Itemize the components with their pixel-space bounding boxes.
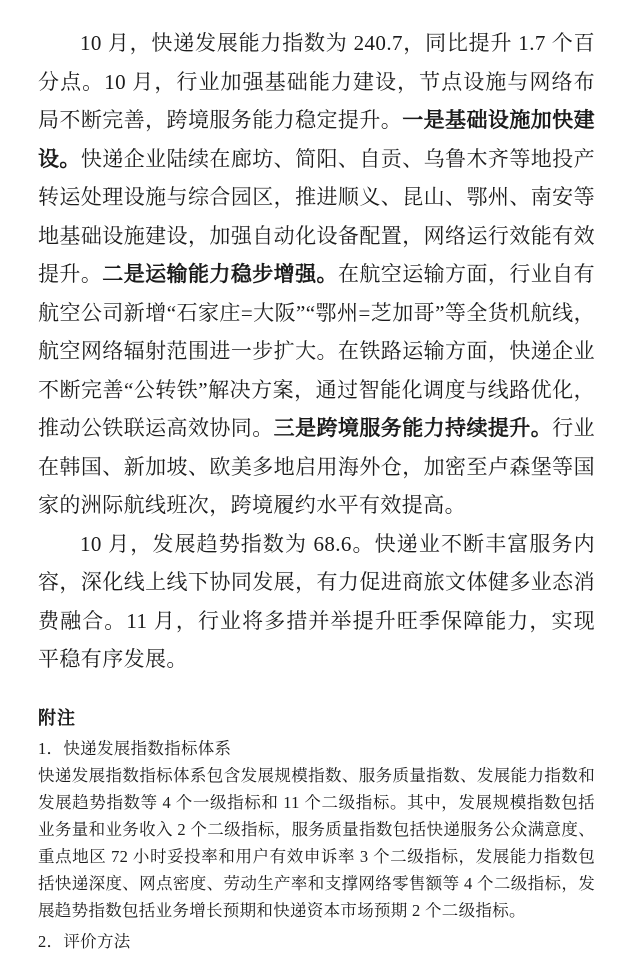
text-run: 行业在韩国、新加坡、欧美多地启用海外仓，加密至卢森堡等国家的洲际航线班次，跨境履约水平有效提高。 — [38, 416, 595, 517]
paragraph-trend-index: 10 月，发展趋势指数为 68.6。快递业不断丰富服务内容，深化线上线下协同发展，有力促进商旅文体健多业态消费融合。11 月，行业将多措并举提升旺季保障能力，实现平稳有序发展。 — [38, 531, 595, 671]
inline-heading-transport: 二是运输能力稳步增强。 — [102, 262, 338, 286]
text-run: 10 月，快递发展能力指数为 240.7，同比提升 1.7 个百分点。10 月，行业加强基础能力建设，节点设施与网络布局不断完善，跨境服务能力稳定提升。 — [38, 31, 595, 132]
text-run: 快递企业陆续在廊坊、简阳、自贡、乌鲁木齐等地投产转运处理设施与综合园区，推进顺义、昆山、鄂州、南安等地基础设施建设，加强自动化设备配置，网络运行效能有效提升。 — [38, 146, 595, 286]
inline-heading-crossborder: 三是跨境服务能力持续提升。 — [273, 416, 553, 440]
notes-section — [0, 705, 631, 955]
note-1-title: 1．快递发展指数指标体系 — [38, 738, 232, 758]
note-2-title: 2．评价方法 — [38, 931, 131, 951]
notes-heading: 附注 — [38, 707, 76, 728]
paragraph-capacity-index — [38, 24, 595, 525]
note-1-body: 快递发展指数指标体系包含发展规模指数、服务质量指数、发展能力指数和发展趋势指数等 4 个一级指标和 11 个二级指标。其中，发展规模指数包括业务量和业务收入 2 个二级指标，服务质量指数包括快递服务公众满意度、重点地区 72 小时妥投率和用户有效申诉率 3 个二级指标，发展能力指数包括快递深度、网点密度、劳动生产率和支撑网络零售额等 4 个二级指标，发展趋势指数包括业务增长预期和快递资本市场预期 2 个二级指标。 — [38, 765, 595, 920]
text-run: 在航空运输方面，行业自有航空公司新增“石家庄=大阪”“鄂州=芝加哥”等全货机航线，航空网络辐射范围进一步扩大。在铁路运输方面，快递企业不断完善“公转铁”解决方案，通过智能化调度与线路优化，推动公铁联运高效协同。 — [38, 262, 595, 440]
inline-heading-infrastructure: 一是基础设施加快建设。 — [38, 108, 595, 171]
